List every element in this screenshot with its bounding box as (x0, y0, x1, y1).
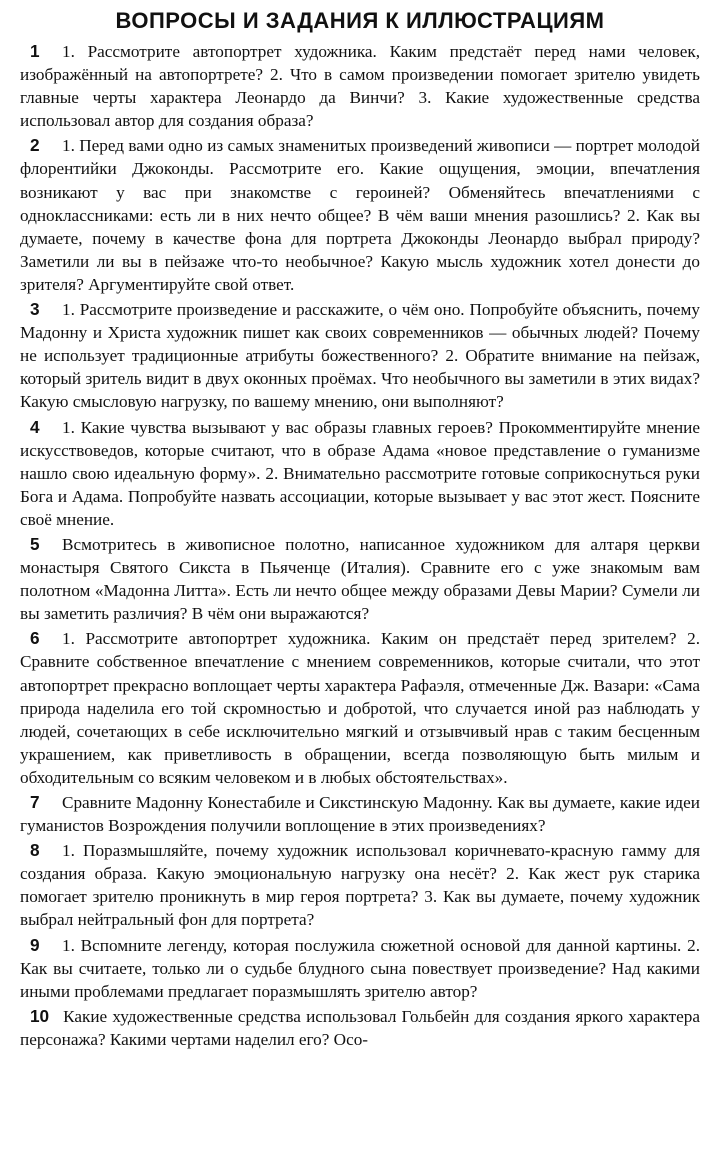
question-text: 1. Рассмотрите автопортрет художника. Каким предстаёт перед нами человек, изображённый на автопортрете? 2. Что в самом произведении помогает зрителю увидеть главные черты характера Леонардо да Винчи? 3. Какие художественные средства использовал автор для создания образа? (20, 42, 700, 131)
question-text: 1. Поразмышляйте, почему художник использовал коричневато-красную гамму для создания образа. Какую эмоциональную нагрузку она несёт? 2. Как жест рук старика помогает зрителю проникнуть в мир героя портрета? 3. Как вы думаете, почему художник выбрал нейтральный фон для портрета? (20, 841, 700, 930)
question-number: 5 (30, 533, 40, 554)
question-number: 4 (30, 416, 40, 437)
question-text: 1. Рассмотрите автопортрет художника. Каким он предстаёт перед зрителем? 2. Сравните собственное впечатление с мнением современников, которые считали, что этот автопортрет прекрасно воплощает черты характера Рафаэля, отмеченные Дж. Вазари: «Сама природа наделила его той скромностью и добротой, что случается иной раз наблюдать у людей, сочетающих в себе исключительно мягкий и отзывчивый нрав с таким бесценным украшением, как приветливость в обращении, всегда позволяющую быть милым и обходительным со всяким человеком и в любых обстоятельствах». (20, 629, 700, 787)
question-item (20, 40, 700, 132)
question-list (20, 40, 700, 1051)
question-number: 10 (30, 1005, 50, 1026)
question-number: 3 (30, 299, 40, 320)
question-item (20, 627, 700, 789)
question-item (20, 134, 700, 296)
question-number: 7 (30, 792, 40, 812)
question-text: Какие художественные средства использовал Гольбейн для создания яркого характера персонажа? Какими чертами наделил его? Осо- (20, 1006, 700, 1049)
question-item (20, 298, 700, 413)
question-item (20, 416, 700, 531)
page-title: ВОПРОСЫ И ЗАДАНИЯ К ИЛЛЮСТРАЦИЯМ (115, 8, 605, 33)
question-text: 1. Вспомните легенду, которая послужила сюжетной основой для данной картины. 2. Как вы считаете, только ли о судьбе блудного сына повествует произведение? Над какими иными проблемами предлагает поразмышлять зрителю автор? (20, 935, 700, 1001)
question-item (20, 791, 700, 837)
question-text: Всмотритесь в живописное полотно, написанное художником для алтаря церкви монастыря Святого Сикста в Пьяченце (Италия). Сравните его с уже знакомым вам полотном «Мадонна Литта». Есть ли нечто общее между образами Девы Марии? Сумели ли вы заметить различия? В чём они выражаются? (20, 534, 700, 624)
question-item (20, 1005, 700, 1051)
question-number: 8 (30, 840, 40, 861)
question-item (20, 839, 700, 931)
question-text: 1. Рассмотрите произведение и расскажите, о чём оно. Попробуйте объяснить, почему Мадонну и Христа художник пишет как своих современников — обычных людей? Почему не использует традиционные атрибуты божественного? 2. Обратите внимание на пейзаж, который зритель видит в двух оконных проёмах. Что необычного вы заметили в этих видах? Какую смысловую нагрузку, по вашему мнению, они выполняют? (20, 300, 700, 412)
question-item (20, 533, 700, 625)
question-number: 6 (30, 628, 40, 649)
question-number: 9 (30, 934, 40, 955)
question-text: 1. Какие чувства вызывают у вас образы главных героев? Прокомментируйте мнение искусствоведов, которые считают, что в образе Адама «новое представление о гуманизме нашло свою идеальную форму». 2. Внимательно рассмотрите готовые соприкоснуться руки Бога и Адама. Попробуйте назвать ассоциации, которые вызывает у вас этот жест. Поясните своё мнение. (20, 417, 700, 529)
question-number: 1 (30, 41, 40, 61)
question-text: Сравните Мадонну Конестабиле и Сикстинскую Мадонну. Как вы думаете, какие идеи гуманистов Возрождения получили воплощение в этих произведениях? (20, 793, 700, 836)
question-item (20, 934, 700, 1003)
question-text: 1. Перед вами одно из самых знаменитых произведений живописи — портрет молодой флорентийки Джоконды. Рассмотрите его. Какие ощущения, эмоции, впечатления возникают у вас при знакомстве с героиней? Обменяйтесь впечатлениями с одноклассниками: есть ли в них нечто общее? В чём ваши мнения разошлись? 2. Как вы думаете, почему в качестве фона для портрета Джоконды Леонардо выбрал природу? Заметили ли вы в пейзаже что-то необычное? Какую мысль художник хотел донести до зрителя? Аргументируйте свой ответ. (20, 136, 700, 294)
question-number: 2 (30, 135, 40, 156)
